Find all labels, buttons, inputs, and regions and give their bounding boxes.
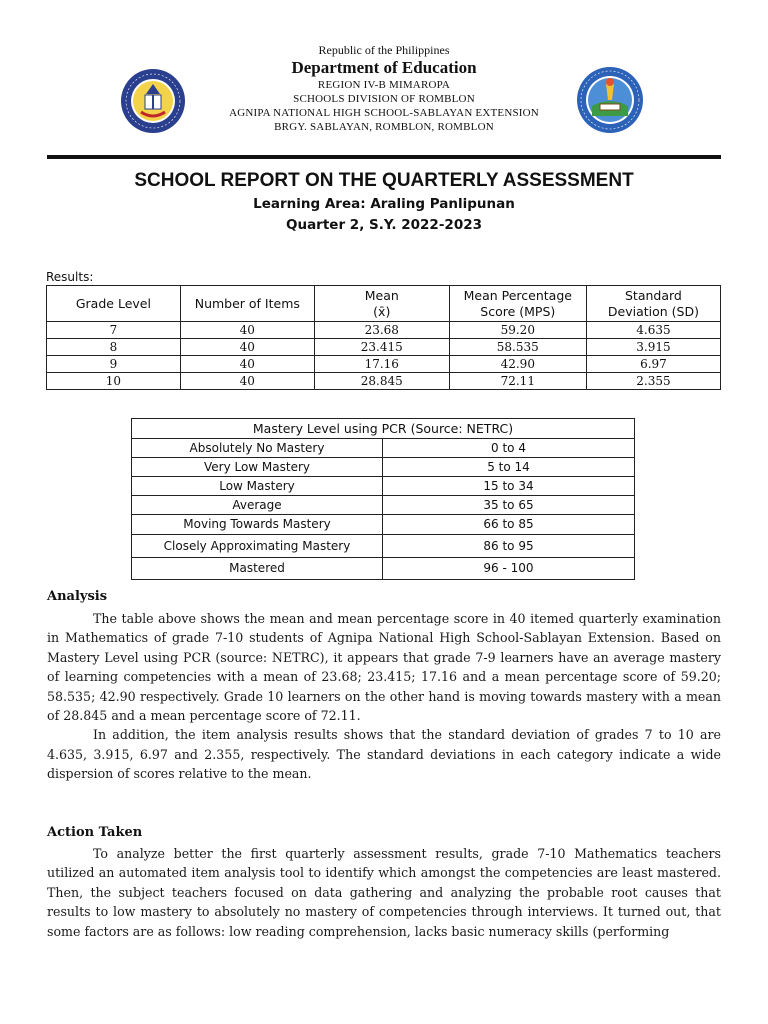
action-taken-heading: Action Taken bbox=[47, 825, 143, 840]
items-cell: 40 bbox=[180, 356, 314, 373]
quarter-line: Quarter 2, S.Y. 2022-2023 bbox=[285, 217, 482, 233]
learning-area: Learning Area: Araling Panlipunan bbox=[253, 196, 515, 212]
mps-cell: 59.20 bbox=[449, 322, 586, 339]
mps-cell: 72.11 bbox=[449, 373, 586, 390]
sd-header-line2: Deviation (SD) bbox=[607, 303, 699, 319]
mean-header-line1: Mean bbox=[364, 287, 399, 303]
items-cell: 40 bbox=[180, 322, 314, 339]
col-number-items: Number of Items bbox=[180, 286, 314, 322]
mastery-range-cell: 15 to 34 bbox=[383, 477, 635, 496]
mastery-header-row bbox=[132, 419, 635, 439]
grade-cell: 9 bbox=[47, 356, 181, 373]
table-row bbox=[47, 339, 721, 356]
mean-cell: 23.415 bbox=[314, 339, 449, 356]
mps-cell: 42.90 bbox=[449, 356, 586, 373]
header-divider bbox=[47, 155, 721, 159]
table-row bbox=[47, 322, 721, 339]
division-line: SCHOOLS DIVISION OF ROMBLON bbox=[293, 93, 475, 105]
col-grade-level: Grade Level bbox=[47, 286, 181, 322]
mastery-level-cell: Mastered bbox=[132, 558, 383, 580]
action-paragraph-1: To analyze better the first quarterly assessment results, grade 7-10 Mathematics teachers utilized an automated item analysis tool to identify which amongst the competencies are least mastered. Then, the subject teachers focused on data gathering and analyzing the probable root causes that results to low mastery to absolutely no mastery of competencies through interviews. It turned out, that some factors are as follows: low reading comprehension, lacks basic numeracy skills (performing bbox=[47, 846, 721, 939]
sd-cell: 2.355 bbox=[586, 373, 720, 390]
school-line: AGNIPA NATIONAL HIGH SCHOOL-SABLAYAN EXTENSION bbox=[229, 107, 539, 119]
mastery-range-cell: 5 to 14 bbox=[383, 458, 635, 477]
letterhead bbox=[0, 42, 768, 134]
table-row bbox=[132, 458, 635, 477]
republic-line: Republic of the Philippines bbox=[318, 43, 450, 57]
table-row bbox=[132, 477, 635, 496]
region-line: REGION IV-B MIMAROPA bbox=[317, 79, 451, 91]
mastery-range-cell: 35 to 65 bbox=[383, 496, 635, 515]
sd-header-line1: Standard bbox=[625, 287, 682, 303]
mastery-table-title: Mastery Level using PCR (Source: NETRC) bbox=[132, 419, 635, 439]
mastery-range-cell: 66 to 85 bbox=[383, 515, 635, 535]
mastery-level-cell: Moving Towards Mastery bbox=[132, 515, 383, 535]
analysis-paragraph-2: In addition, the item analysis results shows that the standard deviation of grades 7 to 10 are 4.635, 3.915, 6.97 and 2.355, respectively. The standard deviations in each category indicate a wide dispersion of scores relative to the mean. bbox=[47, 727, 721, 782]
table-row bbox=[132, 515, 635, 535]
action-taken-body bbox=[47, 844, 721, 1024]
table-row bbox=[132, 496, 635, 515]
analysis-heading: Analysis bbox=[47, 589, 108, 604]
sd-cell: 3.915 bbox=[586, 339, 720, 356]
mastery-range-cell: 0 to 4 bbox=[383, 439, 635, 458]
mastery-level-cell: Low Mastery bbox=[132, 477, 383, 496]
table-row bbox=[132, 439, 635, 458]
mastery-level-cell: Average bbox=[132, 496, 383, 515]
col-mean bbox=[314, 286, 449, 322]
grade-cell: 10 bbox=[47, 373, 181, 390]
results-table bbox=[46, 285, 721, 390]
analysis-paragraph-1: The table above shows the mean and mean percentage score in 40 itemed quarterly examination in Mathematics of grade 7-10 students of Agnipa National High School-Sablayan Extension. Based on Mastery Level using PCR (source: NETRC), it appears that grade 7-9 learners have an average mastery of learning competencies with a mean of 23.68; 23.415; 17.16 and a mean percentage score of 59.20; 58.535; 42.90 respectively. Grade 10 learners on the other hand is moving towards mastery with a mean of 28.845 and a mean percentage score of 72.11. bbox=[47, 611, 721, 724]
address-line: BRGY. SABLAYAN, ROMBLON, ROMBLON bbox=[274, 121, 494, 133]
sd-cell: 6.97 bbox=[586, 356, 720, 373]
mastery-table bbox=[131, 418, 635, 580]
mastery-range-cell: 96 - 100 bbox=[383, 558, 635, 580]
table-row bbox=[132, 558, 635, 580]
grade-cell: 7 bbox=[47, 322, 181, 339]
grade-cell: 8 bbox=[47, 339, 181, 356]
mastery-range-cell: 86 to 95 bbox=[383, 535, 635, 558]
report-title: SCHOOL REPORT ON THE QUARTERLY ASSESSMENT bbox=[134, 170, 634, 191]
analysis-body bbox=[47, 609, 721, 784]
mean-cell: 17.16 bbox=[314, 356, 449, 373]
mastery-level-cell: Closely Approximating Mastery bbox=[132, 535, 383, 558]
sd-cell: 4.635 bbox=[586, 322, 720, 339]
results-header-row bbox=[47, 286, 721, 322]
mps-header-line1: Mean Percentage bbox=[463, 287, 572, 303]
mean-cell: 23.68 bbox=[314, 322, 449, 339]
department-line: Department of Education bbox=[291, 58, 477, 77]
table-row bbox=[47, 356, 721, 373]
items-cell: 40 bbox=[180, 373, 314, 390]
mastery-level-cell: Absolutely No Mastery bbox=[132, 439, 383, 458]
mean-header-line2: (x̄) bbox=[373, 303, 391, 319]
mps-cell: 58.535 bbox=[449, 339, 586, 356]
col-mps bbox=[449, 286, 586, 322]
col-sd bbox=[586, 286, 720, 322]
mastery-level-cell: Very Low Mastery bbox=[132, 458, 383, 477]
mps-header-line2: Score (MPS) bbox=[480, 303, 556, 319]
results-label: Results: bbox=[46, 270, 94, 284]
table-row bbox=[47, 373, 721, 390]
mean-cell: 28.845 bbox=[314, 373, 449, 390]
table-row bbox=[132, 535, 635, 558]
items-cell: 40 bbox=[180, 339, 314, 356]
